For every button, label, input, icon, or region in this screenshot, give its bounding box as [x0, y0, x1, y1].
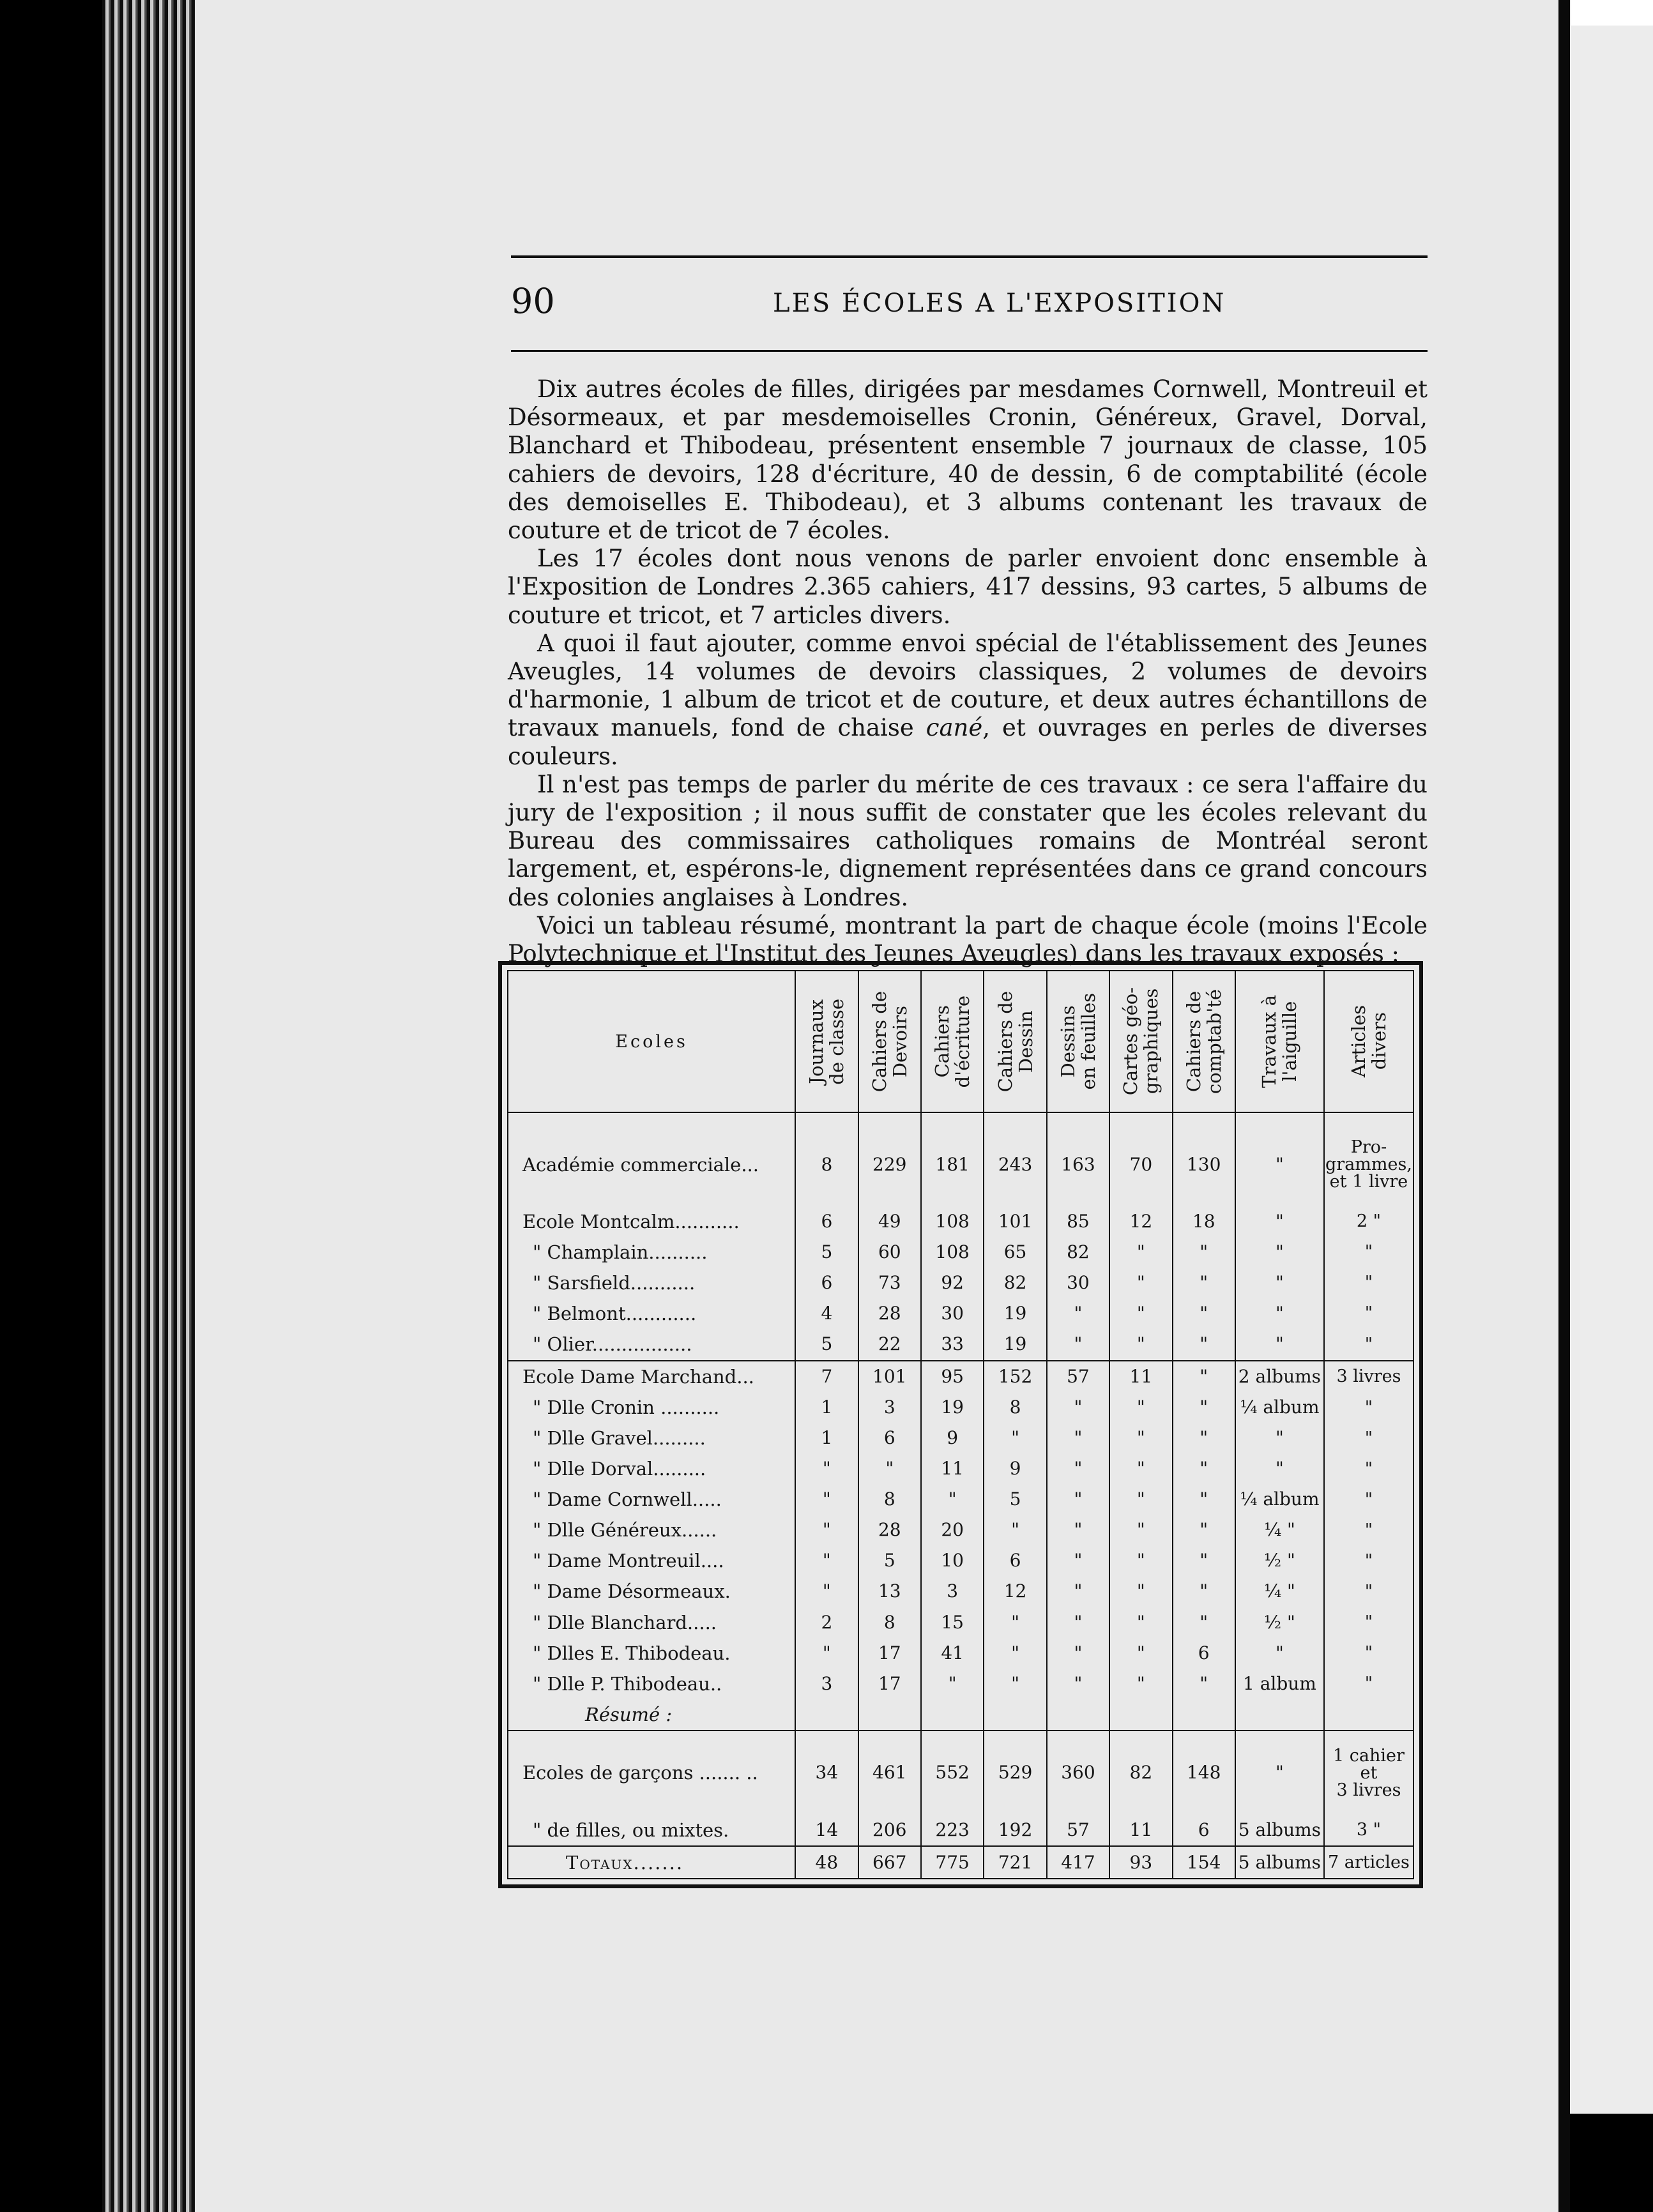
table-cell: 11: [1109, 1815, 1172, 1847]
table-header-row: [508, 971, 1413, 1112]
table-cell: 60: [858, 1237, 921, 1268]
table-cell: 101: [858, 1361, 921, 1393]
table-cell: ": [1047, 1515, 1109, 1545]
table-cell: ": [1235, 1638, 1324, 1669]
table-cell: ": [1047, 1392, 1109, 1423]
body-text: [508, 375, 1428, 968]
school-name: " Champlain..........: [533, 1241, 708, 1263]
table-cell: ": [1235, 1731, 1324, 1814]
table-cell: ": [1109, 1638, 1172, 1669]
paragraph-text: A quoi il faut ajouter, comme envoi spécial de l'établissement des Jeunes Aveugles, 14 volumes de devoirs classiques, 2 volumes de devoirs d'harmonie, 1 album de tricot et de couture, et deux autres échantillons de travaux manuels, fond de chaise: [508, 629, 1428, 742]
spacer-cell: [795, 1112, 858, 1123]
table-cell: ¼ ": [1235, 1576, 1324, 1607]
table-cell: 130: [1173, 1123, 1235, 1206]
table-cell: ": [1109, 1515, 1172, 1545]
table-cell: 22: [858, 1329, 921, 1361]
summary-table-inner: [507, 970, 1414, 1879]
school-name: " Sarsfield...........: [533, 1271, 696, 1294]
table-cell: ½ ": [1235, 1607, 1324, 1638]
table-cell: 163: [1047, 1123, 1109, 1206]
table-cell: ": [1235, 1423, 1324, 1453]
table-cell: 206: [858, 1815, 921, 1847]
table-cell: 5 albums: [1235, 1815, 1324, 1847]
table-cell: 461: [858, 1731, 921, 1814]
table-cell: ": [1173, 1361, 1235, 1393]
table-row: [508, 1361, 1413, 1393]
table-cell: 721: [984, 1846, 1046, 1878]
table-cell: ": [1173, 1392, 1235, 1423]
table-cell: 148: [1173, 1731, 1235, 1814]
summary-table-frame: [498, 961, 1423, 1888]
col-header-comptab: Cahiers de comptab'té: [1173, 971, 1235, 1112]
table-cell: 9: [984, 1453, 1046, 1484]
table-cell: 229: [858, 1123, 921, 1206]
table-cell: 57: [1047, 1361, 1109, 1393]
table-cell: ": [1235, 1329, 1324, 1361]
table-cell: ": [795, 1638, 858, 1669]
table-cell: 101: [984, 1206, 1046, 1237]
table-cell: 775: [921, 1846, 984, 1878]
table-cell: ¼ ": [1235, 1515, 1324, 1545]
table-cell: ": [1109, 1576, 1172, 1607]
table-cell: 10: [921, 1545, 984, 1576]
table-cell: ": [795, 1545, 858, 1576]
table-cell: ": [984, 1607, 1046, 1638]
school-name: Ecole Montcalm...........: [522, 1210, 740, 1232]
table-cell: ": [1324, 1453, 1413, 1484]
table-cell: 1: [795, 1423, 858, 1453]
table-cell: ": [1047, 1298, 1109, 1329]
table-cell: 5 albums: [1235, 1846, 1324, 1878]
table-cell: ": [1235, 1237, 1324, 1268]
spacer-cell: [508, 1112, 795, 1123]
table-cell: 11: [1109, 1361, 1172, 1393]
table-cell: ": [1324, 1329, 1413, 1361]
table-cell: 1 cahier et 3 livres: [1324, 1731, 1413, 1814]
table-cell: 17: [858, 1669, 921, 1699]
header-top-rule: [511, 255, 1428, 258]
col-header-dessin: Cahiers de Dessin: [984, 971, 1046, 1112]
table-cell: ": [1109, 1268, 1172, 1298]
table-cell: 20: [921, 1515, 984, 1545]
resume-label: Résumé :: [585, 1703, 673, 1725]
table-cell: 70: [1109, 1123, 1172, 1206]
table-row: [508, 1453, 1413, 1484]
table-cell: Pro- grammes, et 1 livre: [1324, 1123, 1413, 1206]
table-cell: ": [1324, 1638, 1413, 1669]
table-cell: 28: [858, 1298, 921, 1329]
table-row: [508, 1298, 1413, 1329]
table-cell: ": [921, 1669, 984, 1699]
table-cell: 12: [1109, 1206, 1172, 1237]
spacer-cell: [1324, 1112, 1413, 1123]
table-cell: ": [1109, 1298, 1172, 1329]
table-cell: 152: [984, 1361, 1046, 1393]
spacer-cell: [1235, 1112, 1324, 1123]
school-name: " de filles, ou mixtes.: [533, 1819, 729, 1841]
spacer-cell: [1109, 1112, 1172, 1123]
table-cell: 223: [921, 1815, 984, 1847]
table-cell: 529: [984, 1731, 1046, 1814]
table-cell: 2 ": [1324, 1206, 1413, 1237]
italic-word: cané: [926, 714, 983, 742]
table-cell: 3: [795, 1669, 858, 1699]
table-cell: ": [1324, 1484, 1413, 1515]
table-cell: 30: [1047, 1268, 1109, 1298]
table-cell: ": [1047, 1329, 1109, 1361]
table-cell: 13: [858, 1576, 921, 1607]
table-cell: 108: [921, 1206, 984, 1237]
empty-cell: [921, 1699, 984, 1731]
spacer-row: [508, 1112, 1413, 1123]
school-name: " Dlle P. Thibodeau..: [533, 1672, 722, 1695]
table-cell: 8: [984, 1392, 1046, 1423]
table-cell: 5: [984, 1484, 1046, 1515]
table-cell: ": [1173, 1237, 1235, 1268]
table-cell: 1 album: [1235, 1669, 1324, 1699]
table-cell: ": [1324, 1392, 1413, 1423]
table-cell: 5: [795, 1237, 858, 1268]
table-cell: ": [1047, 1576, 1109, 1607]
col-header-ecriture: Cahiers d'écriture: [921, 971, 984, 1112]
table-cell: 8: [858, 1484, 921, 1515]
table-cell: 6: [858, 1423, 921, 1453]
table-cell: ": [1173, 1298, 1235, 1329]
table-cell: ": [1109, 1453, 1172, 1484]
table-cell: ": [1173, 1329, 1235, 1361]
col-header-aiguille: Travaux à l'aiguille: [1235, 971, 1324, 1112]
table-cell: 181: [921, 1123, 984, 1206]
school-name: " Dlle Blanchard.....: [533, 1611, 717, 1633]
table-cell: 5: [795, 1329, 858, 1361]
table-cell: 243: [984, 1123, 1046, 1206]
table-cell: 552: [921, 1731, 984, 1814]
table-cell: 3 ": [1324, 1815, 1413, 1847]
table-cell: 28: [858, 1515, 921, 1545]
summary-row: [508, 1731, 1413, 1814]
table-cell: ¼ album: [1235, 1484, 1324, 1515]
table-cell: ": [1235, 1298, 1324, 1329]
col-header-ecoles: Ecoles: [508, 971, 795, 1112]
facing-page-edge: [1570, 26, 1653, 2114]
page-header: [511, 262, 1428, 338]
table-cell: 7 articles: [1324, 1846, 1413, 1878]
table-row: [508, 1638, 1413, 1669]
total-row: [508, 1846, 1413, 1878]
table-cell: 12: [984, 1576, 1046, 1607]
scan-left-border: [0, 0, 102, 2212]
table-cell: ": [1047, 1669, 1109, 1699]
table-body: [508, 1112, 1413, 1878]
empty-cell: [1235, 1699, 1324, 1731]
table-cell: 15: [921, 1607, 984, 1638]
table-cell: 9: [921, 1423, 984, 1453]
table-row: [508, 1206, 1413, 1237]
table-row: [508, 1669, 1413, 1699]
school-name: " Dlles E. Thibodeau.: [533, 1642, 731, 1664]
paragraph: Les 17 écoles dont nous venons de parler envoient donc ensemble à l'Exposition de Londres 2.365 cahiers, 417 dessins, 93 cartes, 5 albums de couture et tricot, et 7 articles divers.: [508, 545, 1428, 629]
table-cell: ": [1324, 1515, 1413, 1545]
empty-cell: [1324, 1699, 1413, 1731]
table-cell: 85: [1047, 1206, 1109, 1237]
table-cell: ": [1109, 1669, 1172, 1699]
empty-cell: [795, 1699, 858, 1731]
table-cell: 19: [984, 1298, 1046, 1329]
table-row: [508, 1423, 1413, 1453]
school-name: " Dame Montreuil....: [533, 1550, 724, 1572]
table-cell: 6: [795, 1268, 858, 1298]
school-name: Totaux.......: [508, 1846, 795, 1878]
table-cell: 33: [921, 1329, 984, 1361]
table-cell: 6: [1173, 1815, 1235, 1847]
empty-cell: [1173, 1699, 1235, 1731]
table-row: [508, 1392, 1413, 1423]
table-cell: 5: [858, 1545, 921, 1576]
table-cell: 417: [1047, 1846, 1109, 1878]
table-cell: ": [1173, 1607, 1235, 1638]
table-cell: 65: [984, 1237, 1046, 1268]
school-name: " Belmont............: [533, 1302, 697, 1324]
school-name: Ecole Dame Marchand...: [508, 1361, 795, 1393]
table-cell: 82: [984, 1268, 1046, 1298]
paragraph: Il n'est pas temps de parler du mérite de ces travaux : ce sera l'affaire du jury de l'exposition ; il nous suffit de constater que les écoles relevant du Bureau des commissaires catholiques romains de Montréal seront largement, et, espérons-le, dignement représentées dans ce grand concours des colonies anglaises à Londres.: [508, 770, 1428, 911]
table-cell: ": [1173, 1669, 1235, 1699]
table-cell: ": [1109, 1484, 1172, 1515]
table-cell: ": [1173, 1576, 1235, 1607]
col-header-devoirs: Cahiers de Devoirs: [858, 971, 921, 1112]
table-cell: 7: [795, 1361, 858, 1393]
table-cell: ": [1324, 1268, 1413, 1298]
table-cell: ": [1047, 1607, 1109, 1638]
table-cell: 19: [984, 1329, 1046, 1361]
table-cell: 73: [858, 1268, 921, 1298]
book-page-edges: [102, 0, 195, 2212]
table-cell: 57: [1047, 1815, 1109, 1847]
table-cell: ": [921, 1484, 984, 1515]
table-cell: 667: [858, 1846, 921, 1878]
table-cell: ": [1109, 1392, 1172, 1423]
table-row: [508, 1484, 1413, 1515]
table-cell: ": [1324, 1237, 1413, 1268]
col-header-cartes: Cartes géo- graphiques: [1109, 971, 1172, 1112]
table-cell: ": [1047, 1545, 1109, 1576]
empty-cell: [984, 1699, 1046, 1731]
table-cell: 11: [921, 1453, 984, 1484]
table-row: [508, 1123, 1413, 1206]
table-cell: ": [1324, 1545, 1413, 1576]
table-cell: 17: [858, 1638, 921, 1669]
spacer-cell: [921, 1112, 984, 1123]
table-row: [508, 1545, 1413, 1576]
table-cell: ": [1235, 1453, 1324, 1484]
school-name: " Dlle Cronin ..........: [533, 1397, 720, 1419]
book-gutter: [1558, 0, 1570, 2212]
table-cell: ": [1047, 1453, 1109, 1484]
table-cell: 34: [795, 1731, 858, 1814]
paragraph: [508, 630, 1428, 771]
table-cell: ": [1173, 1423, 1235, 1453]
table-cell: ": [1047, 1484, 1109, 1515]
table-cell: 92: [921, 1268, 984, 1298]
table-cell: 41: [921, 1638, 984, 1669]
table-cell: 2: [795, 1607, 858, 1638]
school-name: Ecoles de garçons ....... ..: [508, 1731, 795, 1814]
table-cell: 1: [795, 1392, 858, 1423]
table-row: [508, 1237, 1413, 1268]
table-cell: ½ ": [1235, 1545, 1324, 1576]
table-cell: ": [1324, 1423, 1413, 1453]
running-title: LES ÉCOLES A L'EXPOSITION: [773, 289, 1226, 318]
table-row: [508, 1268, 1413, 1298]
school-name: " Dlle Dorval.........: [533, 1458, 706, 1480]
spacer-cell: [984, 1112, 1046, 1123]
table-cell: ": [1235, 1206, 1324, 1237]
table-cell: 4: [795, 1298, 858, 1329]
table-cell: 3 livres: [1324, 1361, 1413, 1393]
table-cell: 3: [921, 1576, 984, 1607]
table-cell: 14: [795, 1815, 858, 1847]
table-cell: ": [1173, 1515, 1235, 1545]
table-cell: ": [1109, 1607, 1172, 1638]
table-cell: ": [1235, 1123, 1324, 1206]
table-cell: ": [984, 1423, 1046, 1453]
table-cell: ": [984, 1515, 1046, 1545]
table-cell: ": [1173, 1545, 1235, 1576]
school-name: Académie commerciale...: [522, 1153, 759, 1176]
table-cell: ": [984, 1638, 1046, 1669]
school-name: " Dame Cornwell.....: [533, 1489, 722, 1511]
table-cell: 49: [858, 1206, 921, 1237]
scan-bottom-right-border: [1570, 2114, 1653, 2212]
empty-cell: [858, 1699, 921, 1731]
table-cell: 30: [921, 1298, 984, 1329]
table-cell: ": [1047, 1638, 1109, 1669]
table-cell: 8: [795, 1123, 858, 1206]
table-cell: 108: [921, 1237, 984, 1268]
spacer-cell: [858, 1112, 921, 1123]
table-cell: 18: [1173, 1206, 1235, 1237]
empty-cell: [1109, 1699, 1172, 1731]
table-cell: 82: [1047, 1237, 1109, 1268]
table-cell: ": [1109, 1237, 1172, 1268]
table-cell: ": [1324, 1298, 1413, 1329]
table-cell: ": [1047, 1423, 1109, 1453]
table-cell: 48: [795, 1846, 858, 1878]
resume-row: [508, 1699, 1413, 1731]
table-cell: ": [795, 1484, 858, 1515]
col-header-feuilles: Dessins en feuilles: [1047, 971, 1109, 1112]
table-row: [508, 1515, 1413, 1545]
table-cell: 2 albums: [1235, 1361, 1324, 1393]
table-cell: ": [1173, 1453, 1235, 1484]
table-cell: ": [1109, 1329, 1172, 1361]
table-cell: 6: [795, 1206, 858, 1237]
table-cell: ": [1109, 1423, 1172, 1453]
table-cell: 6: [984, 1545, 1046, 1576]
table-cell: 360: [1047, 1731, 1109, 1814]
table-cell: ": [1235, 1268, 1324, 1298]
table-cell: ": [795, 1515, 858, 1545]
table-cell: 95: [921, 1361, 984, 1393]
col-header-articles: Articles divers: [1324, 971, 1413, 1112]
table-cell: ": [1173, 1484, 1235, 1515]
school-name: " Olier.................: [533, 1333, 692, 1356]
empty-cell: [1047, 1699, 1109, 1731]
header-bottom-rule: [511, 350, 1428, 352]
table-cell: 192: [984, 1815, 1046, 1847]
table-cell: ": [858, 1453, 921, 1484]
table-cell: 8: [858, 1607, 921, 1638]
school-name: " Dame Désormeaux.: [533, 1580, 731, 1603]
col-header-journaux: Journaux de classe: [795, 971, 858, 1112]
paragraph-text: , et ouvrages en perles de diverses couleurs.: [508, 714, 1428, 770]
summary-table: [508, 971, 1413, 1878]
table-cell: ": [1324, 1669, 1413, 1699]
table-cell: 3: [858, 1392, 921, 1423]
table-cell: 154: [1173, 1846, 1235, 1878]
table-cell: ": [795, 1453, 858, 1484]
table-cell: ": [1173, 1268, 1235, 1298]
spacer-cell: [1173, 1112, 1235, 1123]
summary-row: [508, 1815, 1413, 1847]
table-cell: ¼ album: [1235, 1392, 1324, 1423]
table-cell: ": [1109, 1545, 1172, 1576]
school-name: " Dlle Généreux......: [533, 1519, 717, 1542]
school-name: " Dlle Gravel.........: [533, 1427, 706, 1450]
table-cell: 93: [1109, 1846, 1172, 1878]
table-cell: ": [984, 1669, 1046, 1699]
table-row: [508, 1607, 1413, 1638]
spacer-cell: [1047, 1112, 1109, 1123]
paragraph: Dix autres écoles de filles, dirigées par mesdames Cornwell, Montreuil et Désormeaux, et par mesdemoiselles Cronin, Généreux, Gravel, Dorval, Blanchard et Thibodeau, présentent ensemble 7 journaux de classe, 105 cahiers de devoirs, 128 d'écriture, 40 de dessin, 6 de comptabilité (école des demoiselles E. Thibodeau), et 3 albums contenant les travaux de couture et de tricot de 7 écoles.: [508, 375, 1428, 545]
table-cell: 82: [1109, 1731, 1172, 1814]
table-cell: ": [795, 1576, 858, 1607]
page-number: 90: [511, 281, 555, 321]
table-cell: ": [1324, 1576, 1413, 1607]
table-cell: ": [1324, 1607, 1413, 1638]
table-row: [508, 1576, 1413, 1607]
table-cell: 19: [921, 1392, 984, 1423]
table-row: [508, 1329, 1413, 1361]
table-cell: 6: [1173, 1638, 1235, 1669]
paragraph: Voici un tableau résumé, montrant la part de chaque école (moins l'Ecole Polytechnique et l'Institut des Jeunes Aveugles) dans les travaux exposés :: [508, 911, 1428, 968]
